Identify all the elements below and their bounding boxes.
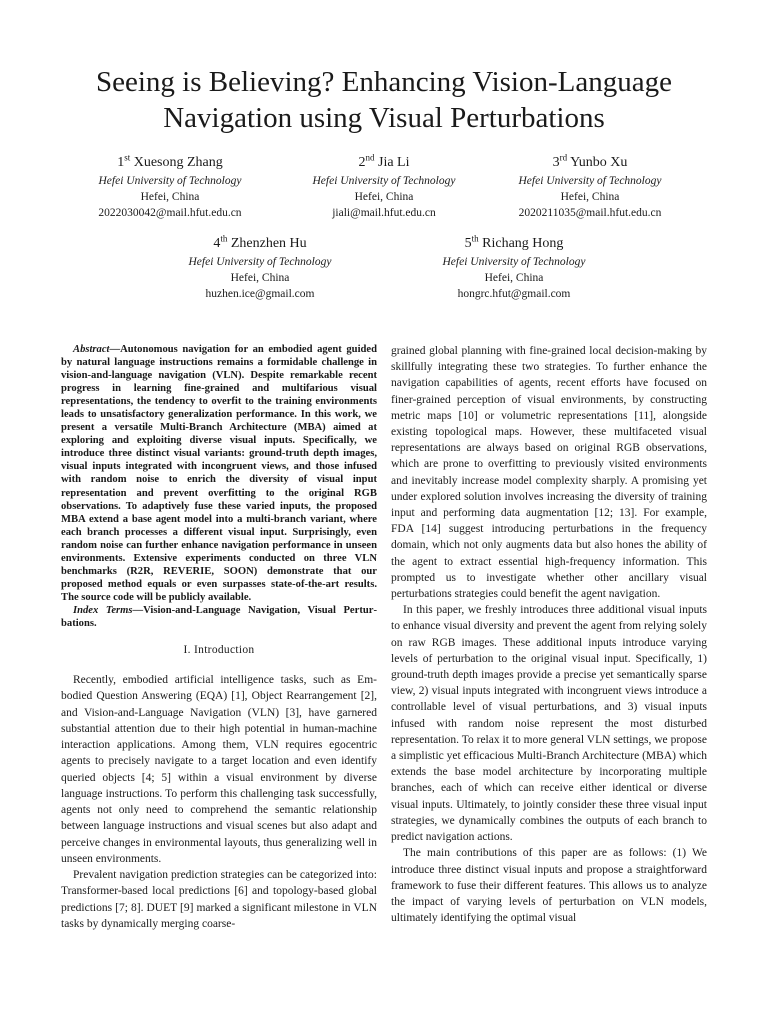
author-location: Hefei, China — [560, 191, 620, 204]
abstract-lead: Abstract — [73, 344, 110, 355]
author-name-line — [150, 235, 370, 253]
author-email: hongrc.hfut@gmail.com — [457, 288, 571, 301]
author-name: Zhenzhen Hu — [230, 236, 307, 251]
body-paragraph: In this paper, we freshly introduces three additional visual inputs to enhance visual diversity and prevent the agent from relying solely on raw RGB images. These additional inputs introduce varying levels of perturbation to the original visual input. Specifically, 1) ground-truth depth images provide a precise yet semantically sparse view, 2) visual inputs integrated with incongruent views introduce a controllable level of visual perturbations, and 3) visual inputs infused with random noise represent the most disturbed representation. To relax it to more general VLN settings, we propose a simplistic yet efficacious Multi-Branch Architecture (MBA) which extends the base model architecture by incorporating multiple branches, each of which can receive either identical or diverse visual inputs. Ultimately, to jointly consider these three visual input strategies, we dynamically combines the outputs of each branch to predict navigation actions. — [391, 604, 707, 844]
left-column — [61, 343, 377, 932]
author-order-suffix: th — [471, 233, 479, 244]
author-order: 4 — [213, 236, 221, 251]
author-block — [70, 154, 270, 222]
author-order-suffix: rd — [559, 152, 568, 163]
author-name: Xuesong Zhang — [133, 155, 223, 170]
author-email: jiali@mail.hfut.edu.cn — [332, 207, 436, 220]
author-order-suffix: st — [124, 152, 131, 163]
author-email: 2020211035@mail.hfut.edu.cn — [518, 207, 662, 220]
author-location: Hefei, China — [230, 272, 290, 285]
author-affiliation: Hefei University of Technology — [312, 175, 456, 187]
author-email: huzhen.ice@gmail.com — [205, 288, 315, 301]
body-paragraph: The main contributions of this paper are as follows: (1) We introduce three distinct visual inputs and propose a straightforward framework to fuse their different features. This allows us to analyze the impact of varying levels of perturbation on VLN models, ultimately identifying the optimal visual — [391, 847, 707, 925]
abstract — [61, 343, 377, 604]
index-terms-lead: Index Terms — [73, 604, 133, 616]
author-affiliation: Hefei University of Technology — [442, 256, 586, 268]
author-location: Hefei, China — [140, 191, 200, 204]
body-paragraph: Recently, embodied artificial intelligence tasks, such as Embodied Question Answering (EQA) [1], Object Rearrangement [2], and Vision-and-Language Navigation (VLN) [3], have garnered substantial attention due to their high potential in human-machine interaction applications. Among them, VLN requires egocentric agents to precisely navigate to a target location and even identify queried objects [4; 5] within a visual environment by diverse language instructions. To perform this challenging task successfully, agents not only need to comprehend the semantic relationship between language instructions and visual scenes but also adapt and perceive changes in environmental layouts, thus generalizing well in unseen environments. — [61, 674, 377, 865]
author-email: 2022030042@mail.hfut.edu.cn — [98, 207, 242, 220]
author-location: Hefei, China — [484, 272, 544, 285]
author-name-line — [70, 154, 270, 172]
author-affiliation: Hefei University of Technology — [188, 256, 332, 268]
author-name-line — [480, 154, 700, 172]
body-paragraph: grained global planning with fine-grained local decision-making by skillfully integrating these two strategies. To further enhance the navigation capabilities of agents, recent efforts have focused on finer-grained perception of visual environments, by constructing metric maps [10] or volumetric representations [11], alongside existing topological maps. However, these multifaceted visual representations are always based on original RGB observations, which are prone to overfitting to previously visited environments and inevitably increase model complexity sharply. A promising yet under explored solution involves increasing the diversity of training input and performing data augmentation [12; 13]. For example, FDA [14] suggest introducing perturbations in the frequency domain, which not only augments data but also hones the ability of the agent to extract essential high-frequency information. This prompted us to investigate whether other ancillary visual perturbations strategies could benefit the agent navigation. — [391, 345, 707, 601]
author-name-line — [404, 235, 624, 253]
right-column — [391, 343, 707, 926]
author-order: 2 — [358, 155, 366, 170]
author-affiliation: Hefei University of Technology — [98, 175, 242, 187]
abstract-text: —Autonomous navigation for an embodied agent guided by natural language instructions remains a formidable challenge in vision-and-language navigation (VLN). Despite remarkable recent progress in learning fine-grained and multifarious visual representations, the tendency to overfit to the training environments leads to unsatisfactory generalization performance. In this work, we present a versatile Multi-Branch Architecture (MBA) aimed at exploring and exploiting diverse visual inputs. Specifically, we introduce three distinct visual variants: ground-truth depth images, visual inputs integrated with incongruent views, and those infused with random noise to enrich the diversity of visual input representation and prevent overfitting to the original RGB observations. To adaptively fuse these varied inputs, the proposed MBA extend a base agent model into a multi-branch variant, where each branch processes a different visual input. Surprisingly, even random noise can further enhance navigation performance in unseen environments. Extensive experiments conducted on three VLN benchmarks (R2R, REVERIE, SOON) demonstrate that our proposed method equals or even surpasses state-of-the-art results. The source code will be publicly available. — [61, 344, 377, 603]
index-terms-text: —Vision-and-Language Navigation, Visual Perturbations. — [61, 604, 377, 629]
index-terms — [61, 604, 377, 630]
author-name: Jia Li — [378, 155, 410, 170]
author-order: 1 — [117, 155, 125, 170]
paper-title: Seeing is Believing? Enhancing Vision-Language Navigation using Visual Perturbations — [96, 66, 672, 134]
author-name-line — [284, 154, 484, 172]
author-block — [150, 235, 370, 303]
author-block — [404, 235, 624, 303]
author-affiliation: Hefei University of Technology — [518, 175, 662, 187]
section-heading: I. Introduction — [183, 644, 255, 657]
body-paragraph: Prevalent navigation prediction strategies can be categorized into: Transformer-based local predictions [6] and topology-based global predictions [7; 8]. DUET [9] marked a significant milestone in VLN tasks by dynamically merging coarse- — [61, 869, 377, 930]
author-block — [480, 154, 700, 222]
author-order: 3 — [552, 155, 560, 170]
author-name: Yunbo Xu — [570, 155, 628, 170]
author-order: 5 — [464, 236, 472, 251]
author-location: Hefei, China — [354, 191, 414, 204]
author-block — [284, 154, 484, 222]
author-order-suffix: nd — [365, 152, 375, 163]
author-name: Richang Hong — [482, 236, 564, 251]
author-order-suffix: th — [220, 233, 228, 244]
